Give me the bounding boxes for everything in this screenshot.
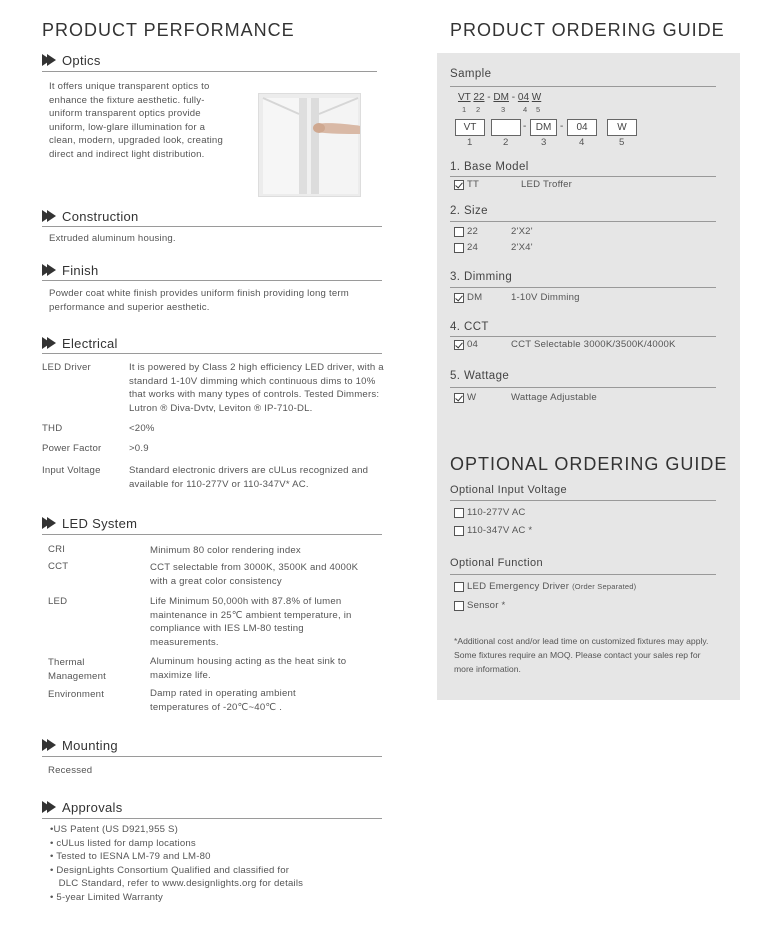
option-row[interactable]: [454, 242, 533, 253]
size-heading: 2. Size: [450, 205, 488, 217]
option-code: W: [467, 392, 477, 403]
option-code: 04: [467, 339, 479, 350]
spec-label: THD: [42, 423, 63, 434]
option-row[interactable]: [454, 507, 526, 518]
code-dash: -: [523, 121, 527, 132]
code-part: -: [487, 92, 491, 103]
checkbox[interactable]: [454, 180, 464, 190]
optics-title: Optics: [62, 52, 101, 68]
option-code: 22: [467, 226, 479, 237]
wattage-heading: 5. Wattage: [450, 370, 510, 382]
spec-value: Life Minimum 50,000h with 87.8% of lumen maintenance in 25℃ ambient temperature, in compliance with IES LM-80 testing measurements.: [150, 596, 352, 648]
box-number: 5: [619, 137, 625, 148]
option-label: 110-277V AC: [467, 507, 526, 518]
spec-value: Standard electronic drivers are cULus recognized and available for 110-277V or 110-347V* AC.: [129, 465, 369, 490]
option-desc: 2'X2': [511, 226, 533, 237]
sample-heading: Sample: [450, 68, 492, 80]
sub-number: 5: [536, 105, 541, 114]
option-code: TT: [467, 179, 480, 190]
finish-text: Powder coat white finish provides uniform finish providing long term performance and superior aesthetic.: [49, 288, 349, 313]
option-desc: CCT Selectable 3000K/3500K/4000K: [511, 339, 676, 350]
divider: [42, 280, 382, 281]
list-item: • Tested to IESNA LM-79 and LM-80: [50, 851, 211, 863]
option-label: 110-347V AC *: [467, 525, 533, 536]
option-row[interactable]: [454, 581, 636, 592]
checkbox[interactable]: [454, 582, 464, 592]
checkbox[interactable]: [454, 340, 464, 350]
electrical-title: Electrical: [62, 335, 118, 351]
optional-function-heading: Optional Function: [450, 557, 544, 569]
mounting-text: Recessed: [48, 765, 93, 776]
checkbox[interactable]: [454, 293, 464, 303]
code-part: 04: [517, 92, 530, 103]
spec-value: Damp rated in operating ambient temperatures of -20℃~40℃ .: [150, 688, 296, 713]
option-desc: LED Troffer: [521, 179, 573, 190]
arrow-bullet-icon: [42, 801, 56, 813]
mounting-heading: [42, 737, 118, 753]
divider: [450, 336, 716, 337]
led-system-title: LED System: [62, 515, 138, 531]
divider: [450, 387, 716, 388]
option-label: LED Emergency Driver: [467, 581, 570, 592]
list-item: • DesignLights Consortium Qualified and classified for: [50, 864, 290, 876]
code-box: VT: [455, 119, 485, 136]
footnote: *Additional cost and/or lead time on customized fixtures may apply. Some fixtures require an MOQ. Please contact your sales rep for more information.: [454, 636, 709, 674]
finish-title: Finish: [62, 262, 99, 278]
checkbox[interactable]: [454, 601, 464, 611]
spec-label: Thermal Management: [48, 657, 106, 682]
dimming-heading: 3. Dimming: [450, 271, 513, 283]
spec-value: >0.9: [129, 443, 149, 454]
divider: [450, 287, 716, 288]
spec-value: It is powered by Class 2 high efficiency LED driver, with a standard 1-10V dimming which continuous dims to 10% that works with many types of controls. Tested Dimmers: Lutron ® Diva-Dvtv, Leviton ® IP-710-DL.: [129, 362, 384, 414]
list-item: •US Patent (US D921,955 S): [50, 824, 179, 835]
divider: [42, 226, 382, 227]
divider: [42, 534, 382, 535]
construction-title: Construction: [62, 208, 139, 224]
divider: [42, 71, 377, 72]
spec-value: <20%: [129, 423, 155, 434]
ordering-guide-title: PRODUCT ORDERING GUIDE: [450, 20, 725, 40]
option-desc: 2'X4': [511, 242, 533, 253]
divider: [450, 500, 716, 501]
box-number: 2: [503, 137, 509, 148]
code-part: VT: [458, 92, 471, 103]
optional-voltage-heading: Optional Input Voltage: [450, 484, 568, 496]
spec-label: Environment: [48, 689, 105, 700]
divider: [450, 574, 716, 575]
box-number: 1: [467, 137, 473, 148]
spec-value: Aluminum housing acting as the heat sink to maximize life.: [150, 656, 347, 681]
optional-guide-title: OPTIONAL ORDERING GUIDE: [450, 454, 728, 474]
product-photo: [258, 93, 361, 197]
arrow-bullet-icon: [42, 337, 56, 349]
arrow-bullet-icon: [42, 54, 56, 66]
optics-heading: [42, 52, 101, 68]
arrow-bullet-icon: [42, 739, 56, 751]
code-part: W: [531, 92, 542, 103]
page-title: PRODUCT PERFORMANCE: [42, 20, 295, 40]
divider: [450, 221, 716, 222]
box-number: 3: [541, 137, 547, 148]
spec-label: CRI: [48, 544, 66, 555]
sub-number: 2: [476, 105, 481, 114]
option-code: DM: [467, 292, 483, 303]
code-dash: -: [560, 121, 564, 132]
checkbox[interactable]: [454, 508, 464, 518]
option-desc: Wattage Adjustable: [511, 392, 597, 403]
finish-heading: [42, 262, 98, 278]
list-item: • 5-year Limited Warranty: [50, 891, 164, 903]
spec-label: Input Voltage: [42, 465, 101, 476]
option-note: (Order Separated): [572, 582, 637, 591]
code-part: DM: [493, 92, 509, 103]
construction-heading: [42, 208, 139, 224]
divider: [450, 176, 716, 177]
arrow-bullet-icon: [42, 210, 56, 222]
option-row[interactable]: [454, 600, 505, 611]
spec-label: Power Factor: [42, 443, 102, 454]
optics-text: It offers unique transparent optics to enhance the fixture aesthetic. fully- uniform transparent optics provide uniform, low-glare illumination for a clean, modern, upgraded look, creating direct and indirect light distribution.: [49, 81, 223, 160]
arrow-bullet-icon: [42, 264, 56, 276]
approvals-heading: [42, 799, 123, 815]
spec-label: CCT: [48, 561, 69, 572]
code-box: DM: [530, 119, 557, 136]
spec-label: LED: [48, 596, 68, 607]
list-item: DLC Standard, refer to www.designlights.org for details: [50, 878, 304, 890]
option-row[interactable]: [454, 392, 597, 403]
led-system-heading: [42, 515, 137, 531]
box-number: 4: [579, 137, 585, 148]
checkbox[interactable]: [454, 243, 464, 253]
code-box: W: [607, 119, 637, 136]
base-model-heading: 1. Base Model: [450, 161, 529, 173]
divider: [42, 756, 382, 757]
divider: [42, 818, 382, 819]
approvals-list: [50, 823, 370, 905]
code-box: [491, 119, 521, 136]
mounting-title: Mounting: [62, 737, 118, 753]
option-row[interactable]: [454, 339, 676, 350]
option-row[interactable]: [454, 292, 580, 303]
code-box: 04: [567, 119, 597, 136]
option-row[interactable]: [454, 525, 532, 536]
sample-code: [458, 92, 541, 103]
electrical-heading: [42, 335, 118, 351]
list-item: • cULus listed for damp locations: [50, 837, 196, 849]
spec-label: LED Driver: [42, 362, 91, 373]
arrow-bullet-icon: [42, 517, 56, 529]
option-row[interactable]: [454, 179, 572, 190]
option-row[interactable]: [454, 226, 533, 237]
option-label: Sensor *: [467, 600, 506, 611]
cct-heading: 4. CCT: [450, 321, 489, 333]
divider: [42, 353, 382, 354]
sub-number: 1: [462, 105, 467, 114]
checkbox[interactable]: [454, 393, 464, 403]
sub-number: 4: [523, 105, 528, 114]
construction-text: Extruded aluminum housing.: [49, 233, 176, 244]
spec-value: CCT selectable from 3000K, 3500K and 4000K with a great color consistency: [150, 562, 359, 587]
option-desc: 1-10V Dimming: [511, 292, 580, 303]
code-part: -: [511, 92, 516, 103]
sub-number: 3: [501, 105, 506, 114]
option-code: 24: [467, 242, 479, 253]
approvals-title: Approvals: [62, 799, 123, 815]
divider: [450, 86, 716, 87]
spec-value: Minimum 80 color rendering index: [150, 545, 301, 556]
code-part: 22: [473, 92, 485, 103]
checkbox[interactable]: [454, 227, 464, 237]
checkbox[interactable]: [454, 526, 464, 536]
